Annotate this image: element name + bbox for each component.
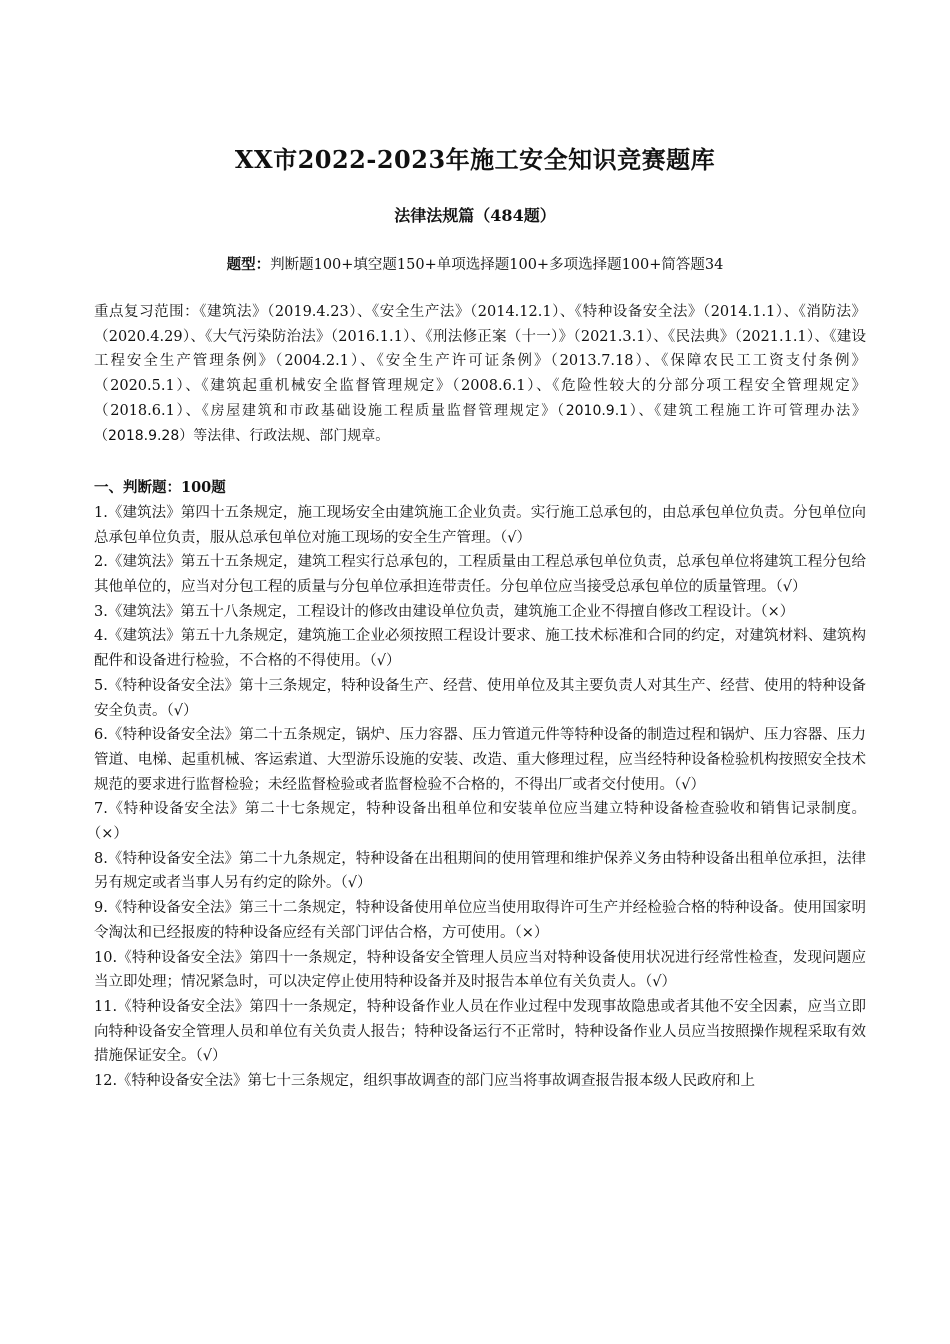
question-item: 3.《建筑法》第五十八条规定，工程设计的修改由建设单位负责，建筑施工企业不得擅自修改工程设计。（×）: [94, 603, 795, 620]
question-answer: （√）: [775, 579, 807, 596]
question-types-line: [0, 253, 950, 274]
question-item: 8.《特种设备安全法》第二十九条规定，特种设备在出租期间的使用管理和维护保养义务由特种设备出租单位承担，法律另有规定或者当事人另有约定的除外。（√）: [94, 850, 866, 892]
question-item: 9.《特种设备安全法》第三十二条规定，特种设备使用单位应当使用取得许可生产并经检验合格的特种设备。使用国家明令淘汰和已经报废的特种设备应经有关部门评估合格，方可使用。（×）: [94, 900, 866, 941]
question-types-text: 判断题100+填空题150+单项选择题100+多项选择题100+简答题34: [270, 257, 724, 273]
question-answer: （√）: [500, 529, 531, 546]
question-types-label: 题型：: [226, 256, 271, 273]
review-scope-paragraph: [94, 300, 866, 448]
question-item: 2.《建筑法》第五十五条规定，建筑工程实行总承包的，工程质量由工程总承包单位负责，总承包单位将建筑工程分包给其他单位的，应当对分包工程的质量与分包单位承担连带责任。分包单位应当接受总承包单位的质量管理。（√）: [94, 554, 866, 596]
question-answer: （√）: [195, 1048, 227, 1065]
question-item: 5.《特种设备安全法》第十三条规定，特种设备生产、经营、使用单位及其主要负责人对其生产、经营、使用的特种设备安全负责。（√）: [94, 677, 866, 719]
question-item: 6.《特种设备安全法》第二十五条规定，锅炉、压力容器、压力管道元件等特种设备的制造过程和锅炉、压力容器、压力管道、电梯、起重机械、客运索道、大型游乐设施的安装、改造、重大修理过程，应当经特种设备检验机构按照安全技术规范的要求进行监督检验；未经监督检验或者监督检验不合格的，不得出厂或者交付使用。（√）: [94, 727, 866, 793]
question-answer: （√）: [340, 875, 372, 892]
review-scope-text-continued: 《房屋建筑和市政基础设施工程质量监督管理规定》（2010.9.1）、《建筑工程施工许可管理办法》（2018.9.28）等法律、行政法规、部门规章。: [94, 402, 866, 444]
question-answer: （√）: [369, 653, 401, 670]
document-subtitle: 法律法规篇（484题）: [394, 206, 556, 225]
question-answer: （×）: [760, 603, 795, 620]
question-answer: （√）: [166, 702, 198, 719]
question-item: 12.《特种设备安全法》第七十三条规定，组织事故调查的部门应当将事故调查报告报本级人民政府和上: [94, 1073, 756, 1090]
question-answer: （×）: [514, 924, 549, 941]
question-item: 4.《建筑法》第五十九条规定，建筑施工企业必须按照工程设计要求、施工技术标准和合同的约定，对建筑材料、建筑构配件和设备进行检验，不合格的不得使用。（√）: [94, 628, 866, 670]
question-item: 7.《特种设备安全法》第二十七条规定，特种设备出租单位和安装单位应当建立特种设备检查验收和销售记录制度。（×）: [94, 801, 866, 843]
question-item: 1.《建筑法》第四十五条规定，施工现场安全由建筑施工企业负责。实行施工总承包的，由总承包单位负责。分包单位向总承包单位负责，服从总承包单位对施工现场的安全生产管理。（√）: [94, 504, 866, 546]
question-answer: （√）: [645, 974, 676, 991]
question-item: 10.《特种设备安全法》第四十一条规定，特种设备安全管理人员应当对特种设备使用状况进行经常性检查，发现问题应当立即处理；情况紧急时，可以决定停止使用特种设备并及时报告本单位有关负责人。（√）: [94, 949, 866, 991]
review-scope-text: 重点复习范围：《建筑法》（2019.4.23）、《安全生产法》（2014.12.1）、《特种设备安全法》（2014.1.1）、《消防法》（2020.4.29）、《大气污染防治法》（2016.1.1）、《刑法修正案（十一）》（2021.3.1）、《民法典》（2021.1.1）、《建设工程安全生产管理条例》（2004.2.1）、《安全生产许可证条例》（2013.7.18）、《保障农民工工资支付条例》（2020.5.1）、《建筑起重机械安全监督管理规定》（2008.6.1）、《危险性较大的分部分项工程安全管理规定》（2018.6.1）、: [94, 304, 866, 419]
question-answer: （√）: [674, 776, 705, 793]
section-heading-judgment: 一、判断题：100题: [94, 479, 226, 497]
question-list: [94, 501, 866, 1094]
question-answer: （×）: [94, 826, 128, 843]
question-item: 11.《特种设备安全法》第四十一条规定，特种设备作业人员在作业过程中发现事故隐患或者其他不安全因素，应当立即向特种设备安全管理人员和单位有关负责人报告；特种设备运行不正常时，特种设备作业人员应当按照操作规程采取有效措施保证安全。（√）: [94, 998, 866, 1065]
document-body: [94, 300, 866, 1094]
document-title: XX市2022-2023年施工安全知识竞赛题库: [234, 145, 716, 174]
